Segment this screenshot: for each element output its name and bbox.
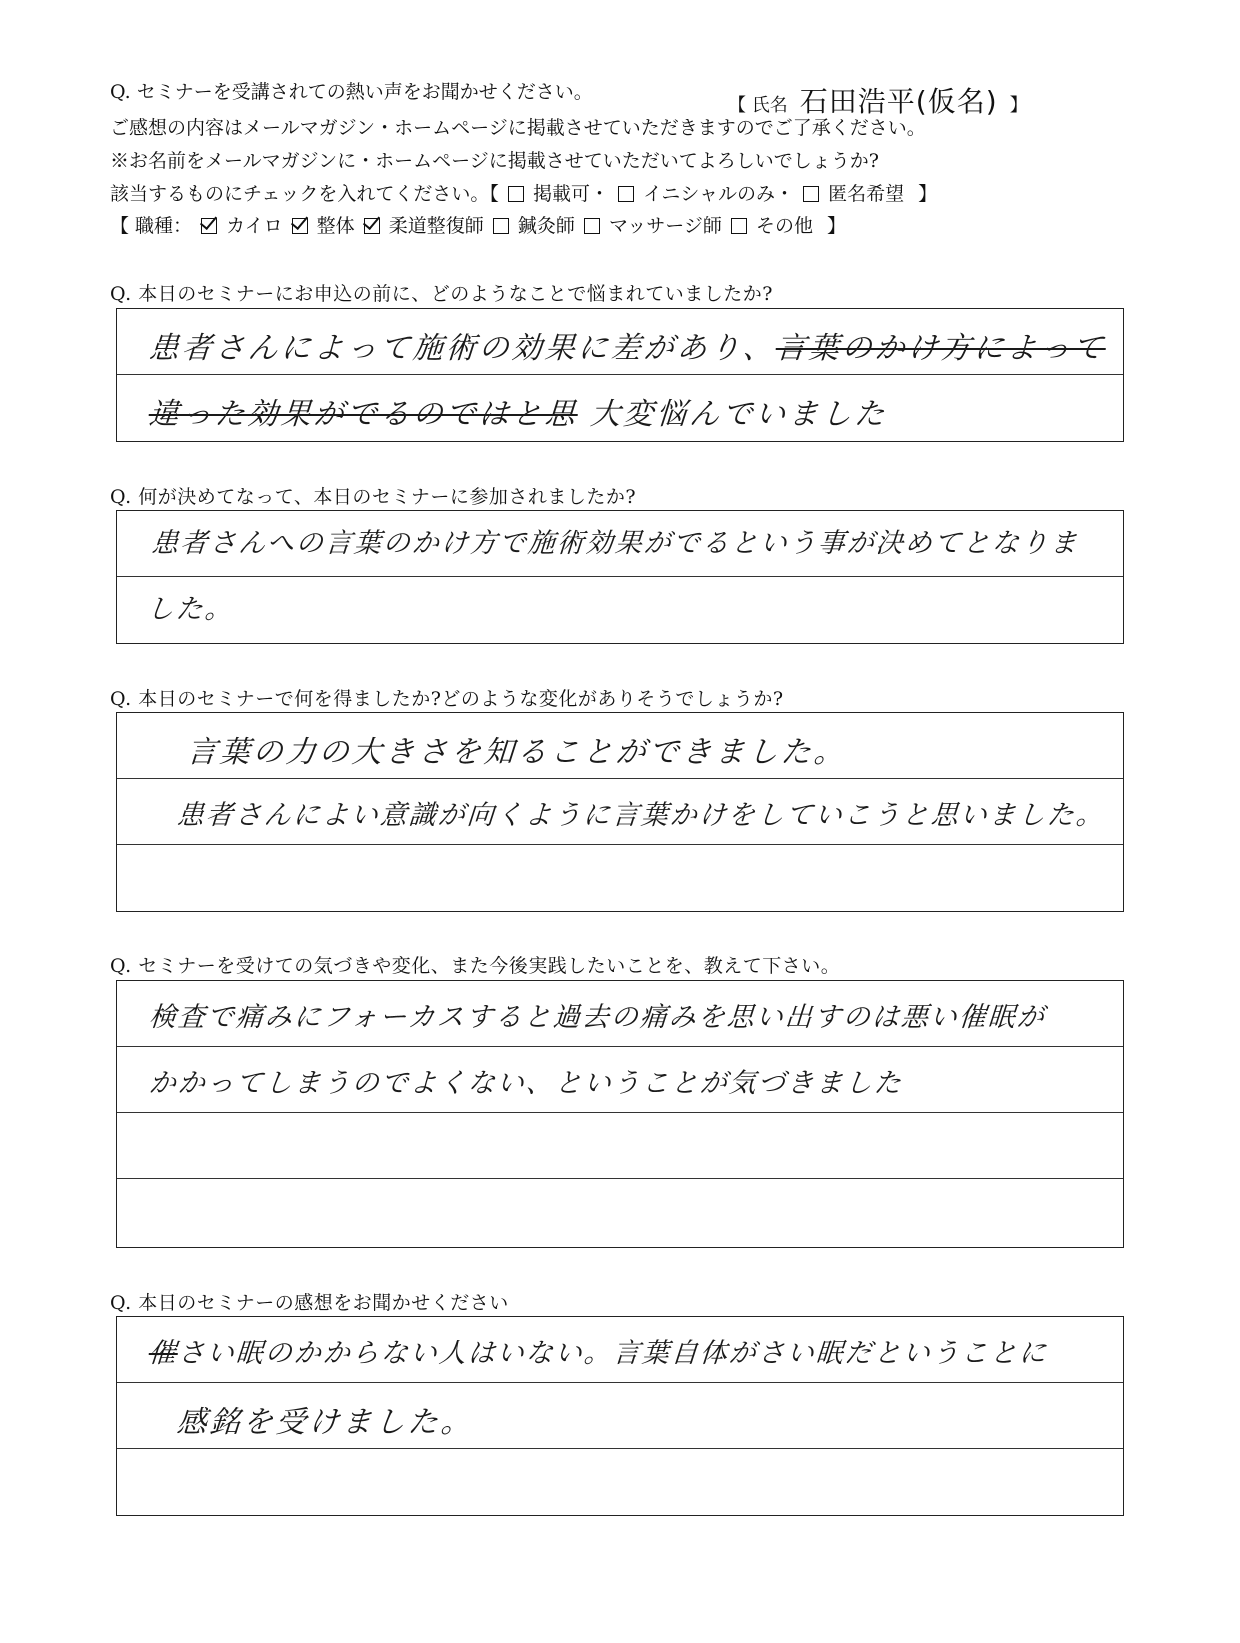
job-checkbox-chiro[interactable] — [201, 218, 217, 234]
job-checkbox-seitai[interactable] — [292, 218, 308, 234]
name-value: 石田浩平(仮名) — [799, 85, 998, 118]
answer-row[interactable] — [117, 309, 1123, 375]
answer-row[interactable] — [117, 1317, 1123, 1383]
name-field — [728, 80, 1028, 120]
answer-box-3 — [116, 510, 1124, 644]
job-option-massage: マッサージ師 — [609, 215, 722, 237]
answer-row[interactable] — [117, 1383, 1123, 1449]
job-checkbox-judo[interactable] — [364, 218, 380, 234]
job-option-seitai: 整体 — [316, 215, 355, 237]
job-checkbox-other[interactable] — [731, 218, 747, 234]
question-5: Q. セミナーを受けての気づきや変化、また今後実践したいことを、教えて下さい。 — [110, 955, 841, 977]
answer-row[interactable] — [117, 1449, 1123, 1515]
answer-row[interactable] — [117, 1047, 1123, 1113]
struck-text: 催 — [147, 1338, 179, 1369]
consent-option-anonymous: 匿名希望 — [828, 183, 905, 205]
struck-text: 違った効果がでるのではと思 — [147, 397, 579, 432]
handwritten-answer: 違った効果がでるのではと思 大変悩んでいました — [147, 397, 889, 432]
job-suffix: 】 — [827, 215, 847, 237]
name-close: 】 — [1009, 95, 1028, 116]
handwritten-answer: 感銘を受けました。 — [175, 1405, 475, 1440]
answer-row[interactable] — [117, 845, 1123, 911]
consent-option-publish: 掲載可・ — [533, 183, 610, 205]
answer-box-5 — [116, 980, 1124, 1248]
job-type-row — [110, 214, 846, 238]
handwritten-answer: 患者さんによい意識が向くように言葉かけをしていこうと思いました。 — [175, 800, 1106, 831]
handwritten-answer: 言葉の力の大きさを知ることができました。 — [185, 735, 848, 770]
handwritten-answer: 患者さんへの言葉のかけ方で施術効果がでるという事が決めてとなりました。 — [145, 528, 1080, 625]
answer-row[interactable] — [117, 779, 1123, 845]
publish-consent-row — [110, 182, 937, 206]
consent-checkbox-publish[interactable] — [508, 186, 524, 202]
struck-text: 言葉のかけ方によって — [774, 331, 1107, 366]
job-option-judo: 柔道整復師 — [388, 215, 484, 237]
answer-row[interactable] — [117, 1113, 1123, 1179]
handwritten-answer: 催さい眠のかからない人はいない。言葉自体がさい眠だということに — [147, 1338, 1049, 1369]
consent-checkbox-initials[interactable] — [618, 186, 634, 202]
job-checkbox-massage[interactable] — [584, 218, 600, 234]
consent-suffix: 】 — [918, 183, 938, 205]
answer-box-6 — [116, 1316, 1124, 1516]
job-option-other: その他 — [755, 215, 813, 237]
answer-row[interactable] — [117, 981, 1123, 1047]
answer-row[interactable] — [117, 375, 1123, 441]
job-prefix: 【 職種： — [110, 215, 193, 237]
name-label: 【 氏名 — [728, 95, 788, 116]
consent-prefix: 該当するものにチェックを入れてください。【 — [110, 183, 499, 205]
handwritten-answer: 検査で痛みにフォーカスすると過去の痛みを思い出すのは悪い催眠が — [147, 1002, 1047, 1033]
answer-box-2 — [116, 308, 1124, 442]
question-3: Q. 何が決めてなって、本日のセミナーに参加されましたか? — [110, 486, 637, 508]
answer-box-4 — [116, 712, 1124, 912]
notice-line-2: ※お名前をメールマガジンに・ホームページに掲載させていただいてよろしいでしょうか? — [110, 150, 879, 172]
job-checkbox-acupuncture[interactable] — [493, 218, 509, 234]
answer-row[interactable] — [117, 1179, 1123, 1245]
notice-line-1: ご感想の内容はメールマガジン・ホームページに掲載させていただきますのでご了承ください。 — [110, 117, 926, 139]
question-6: Q. 本日のセミナーの感想をお聞かせください — [110, 1292, 509, 1314]
answer-row[interactable] — [117, 511, 1123, 625]
handwritten-answer: かかってしまうのでよくない、ということが気づきました — [147, 1068, 904, 1099]
question-2: Q. 本日のセミナーにお申込の前に、どのようなことで悩まれていましたか? — [110, 283, 773, 305]
consent-option-initials: イニシャルのみ・ — [643, 183, 795, 205]
job-option-chiro: カイロ — [226, 215, 283, 237]
answer-row[interactable] — [117, 713, 1123, 779]
answer-row[interactable] — [117, 577, 1123, 643]
job-option-acupuncture: 鍼灸師 — [517, 215, 575, 237]
handwritten-answer: 患者さんによって施術の効果に差があり、言葉のかけ方によって — [147, 331, 1107, 366]
question-4: Q. 本日のセミナーで何を得ましたか?どのような変化がありそうでしょうか? — [110, 688, 784, 710]
question-1-header: Q. セミナーを受講されての熱い声をお聞かせください。 — [110, 81, 593, 103]
consent-checkbox-anonymous[interactable] — [803, 186, 819, 202]
